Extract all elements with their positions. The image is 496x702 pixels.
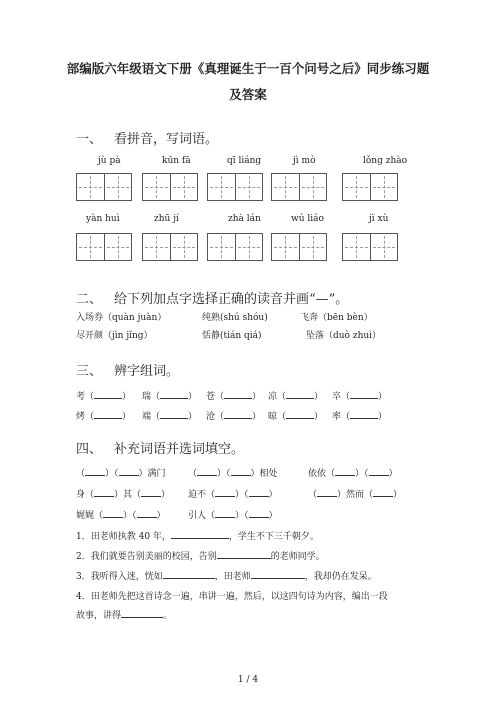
question-text: 2．我们就要告别美丽的校园，告别 [76,552,217,562]
section-2-heading [76,288,348,307]
pinyin: kūn fā [162,156,191,166]
section-number: 二、 [76,292,103,307]
paren-close: ） [378,392,388,402]
answer-blank[interactable] [249,508,269,518]
answer-blank[interactable] [350,409,378,419]
reading-item: 尽开颜（jìn jǐng） [76,331,153,341]
idiom-text: （ [76,469,86,479]
pinyin-row-1 [76,156,436,170]
writing-box[interactable] [207,173,263,201]
writing-box[interactable] [342,173,398,201]
bianzi-char: 凉（ [268,392,287,402]
pinyin: zhū jí [154,214,179,224]
pinyin: qī liáng [227,156,262,166]
idiom-text: 引人（ [188,511,216,521]
answer-blank[interactable] [224,409,252,419]
idiom-text: ） [268,490,278,500]
answer-blank[interactable] [373,487,393,497]
writing-box[interactable] [142,173,198,201]
idiom-text: ）其（ [114,490,142,500]
answer-blank[interactable] [94,389,122,399]
answer-blank[interactable] [317,487,337,497]
answer-blank[interactable] [171,529,229,539]
idiom-text: ） [156,511,166,521]
question-text: 故事，讲得 [76,611,122,621]
pinyin: lǒng zhào [363,156,408,166]
question-text: 3．我听得入迷，恍如 [76,572,163,582]
question-text: ，我却仍在发呆。 [304,572,377,582]
reading-item: 纯熟(shú shóu) [202,313,268,323]
answer-blank[interactable] [217,549,271,559]
idiom-text: ）然而（ [337,490,374,500]
page-number: 1 / 4 [237,675,259,685]
reading-item: 入场券（quàn juàn） [76,313,167,323]
idiom-text: ）（ [217,469,231,479]
idiom-text: （ [188,469,198,479]
idiom-text: ）（ [355,469,369,479]
answer-blank[interactable] [286,389,314,399]
idiom-text: ）（ [235,490,249,500]
idiom-text: ）（ [235,511,249,521]
question-text: 4．田老师先把这首诗念一遍，串讲一遍，然后，以这四句诗为内容，编出一段 [76,592,388,602]
answer-blank[interactable] [160,409,188,419]
writing-box[interactable] [271,173,327,201]
answer-blank[interactable] [231,466,251,476]
section-3-heading [76,360,179,379]
answer-blank[interactable] [103,508,123,518]
pinyin: wú liáo [291,214,324,224]
pinyin: yàn huì [86,214,120,224]
question-text: 。 [163,611,173,621]
answer-blank[interactable] [335,466,355,476]
idiom-text: ）（ [123,511,137,521]
pinyin-row-2 [76,214,436,228]
paren-close: ） [122,412,132,422]
question-text: 1．田老师执教 40 年， [76,532,171,542]
pinyin: jù pà [98,156,121,166]
bianzi-char: 卒（ [332,392,351,402]
bianzi-char: 瑞（ [142,392,161,402]
answer-blank[interactable] [215,487,235,497]
reading-item: 坠落（duò zhuì） [306,331,382,341]
paren-close: ） [188,392,198,402]
writing-box[interactable] [76,233,132,261]
reading-item: 飞奔（bēn bèn） [300,313,373,323]
answer-blank[interactable] [121,608,163,618]
question-text: ，学生不下三千朝夕。 [228,532,319,542]
idiom-text: ）满门 [138,469,166,479]
question-text: 的老师同学。 [270,552,325,562]
answer-blank[interactable] [94,487,114,497]
section-text: 给下列加点字选择正确的读音并画“—”。 [114,292,349,307]
section-number: 四、 [76,442,103,457]
page-title [30,56,466,108]
answer-blank[interactable] [286,409,314,419]
question-2 [76,549,325,562]
answer-blank[interactable] [163,569,215,579]
paren-close: ） [252,412,262,422]
paren-close: ） [314,392,324,402]
writing-box[interactable] [271,233,327,261]
question-4 [76,589,388,602]
idiom-text: 身（ [76,490,95,500]
answer-blank[interactable] [119,466,139,476]
paren-close: ） [378,412,388,422]
bianzi-char: 考（ [76,392,95,402]
bianzi-char: 端（ [142,412,161,422]
writing-box[interactable] [76,173,132,201]
paren-close: ） [252,392,262,402]
answer-blank[interactable] [94,409,122,419]
answer-blank[interactable] [197,466,217,476]
answer-blank[interactable] [369,466,389,476]
section-1-heading [76,128,218,147]
writing-box[interactable] [342,233,398,261]
idiom-text: 迫不（ [188,490,216,500]
bianzi-char: 苍（ [206,392,225,402]
bianzi-char: 率（ [332,412,351,422]
bianzi-char: 烤（ [76,412,95,422]
idiom-text: （ [308,490,318,500]
idiom-text: 娓娓（ [76,511,104,521]
answer-blank[interactable] [251,569,305,579]
paren-close: ） [188,412,198,422]
question-1 [76,529,319,542]
answer-blank[interactable] [224,389,252,399]
idiom-text: ）（ [105,469,119,479]
section-text: 辨字组词。 [114,364,180,379]
section-text: 补充词语并选词填空。 [114,442,245,457]
pinyin: jì xù [369,214,389,224]
question-4-continued [76,608,172,621]
answer-blank[interactable] [137,508,157,518]
answer-blank[interactable] [215,508,235,518]
question-3 [76,569,377,582]
idiom-text: 依依（ [308,469,336,479]
pinyin: jì mò [293,156,316,166]
title-line-2: 及答案 [229,87,267,102]
idiom-text: ） [388,469,398,479]
writing-box[interactable] [207,233,263,261]
answer-blank[interactable] [85,466,105,476]
idiom-text: ） [161,490,171,500]
reading-item: 恬静(tián qiá) [202,331,262,341]
idiom-text: ）相处 [250,469,278,479]
pinyin: zhà lán [228,214,261,224]
answer-blank[interactable] [350,389,378,399]
bianzi-char: 晾（ [268,412,287,422]
answer-blank[interactable] [160,389,188,399]
title-line-1: 部编版六年级语文下册《真理诞生于一百个问号之后》同步练习题 [66,61,430,76]
paren-close: ） [314,412,324,422]
writing-box[interactable] [142,233,198,261]
section-number: 三、 [76,364,103,379]
bianzi-char: 沧（ [206,412,225,422]
answer-blank[interactable] [249,487,269,497]
question-text: ，田老师 [214,572,251,582]
section-4-heading [76,438,244,457]
idiom-text: ） [393,490,403,500]
paren-close: ） [122,392,132,402]
section-text: 看拼音，写词语。 [114,132,219,147]
section-number: 一、 [76,132,103,147]
idiom-text: ） [268,511,278,521]
answer-blank[interactable] [141,487,161,497]
